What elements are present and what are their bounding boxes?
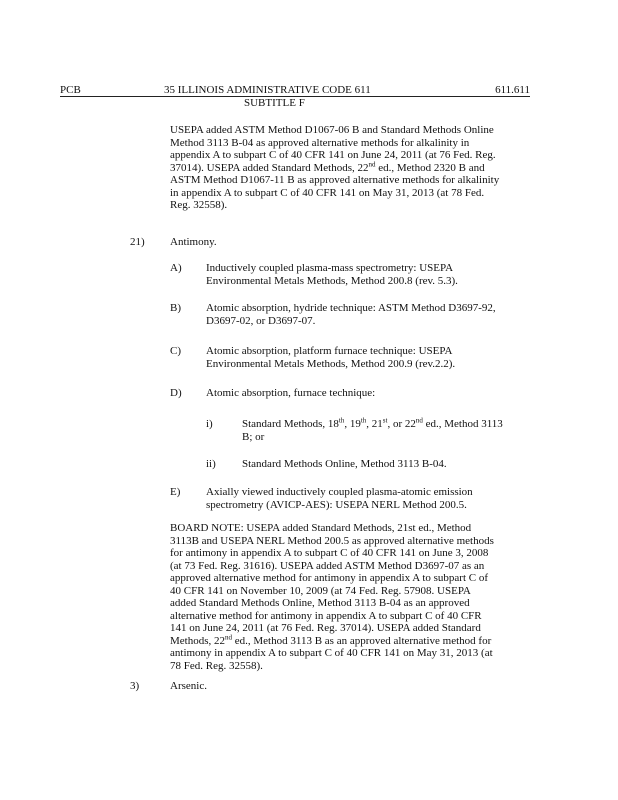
- text-line: Axially viewed inductively coupled plasma-atomic emission: [206, 486, 473, 498]
- text-line: Method 3113 B-04 as approved alternative methods for alkalinity in: [170, 136, 470, 149]
- item-number: 3): [130, 680, 140, 692]
- text-line: 37014). USEPA added Standard Methods, 22nd ed., Method 2320 B and: [170, 159, 485, 174]
- subitem-text: [206, 486, 526, 511]
- subitem-text: [206, 302, 526, 327]
- text-line: Environmental Metals Methods, Method 200.9 (rev.2.2).: [206, 357, 456, 370]
- item-title: Antimony.: [170, 236, 217, 248]
- text-line: 141 on June 24, 2011 (at 76 Fed. Reg. 37014). USEPA added Standard: [170, 622, 481, 634]
- subitem-label: A): [170, 262, 182, 274]
- item-title: Arsenic.: [170, 680, 207, 692]
- text-line: 3113B and USEPA NERL Method 200.5 as approved alternative methods: [170, 534, 494, 547]
- text-line: 40 CFR 141 on November 10, 2009 (at 74 Fed. Reg. 57908. USEPA: [170, 584, 471, 597]
- subitem-label: E): [170, 486, 181, 498]
- subsubitem-label: i): [206, 418, 213, 430]
- text-line: Inductively coupled plasma-mass spectrometry: USEPA: [206, 262, 454, 274]
- text-line: USEPA added ASTM Method D1067-06 B and Standard Methods Online: [170, 124, 494, 136]
- board-note: [170, 522, 530, 672]
- subsubitem-text: [242, 418, 532, 443]
- header-agency: PCB: [60, 84, 81, 96]
- subsubitem-label: ii): [206, 458, 216, 470]
- text-line: added Standard Methods Online, Method 3113 B-04 as an approved: [170, 597, 470, 609]
- text-line: for antimony in appendix A to subpart C of 40 CFR 141 on June 3, 2008: [170, 547, 489, 559]
- subitem-label: D): [170, 387, 182, 399]
- header-code-title: 35 ILLINOIS ADMINISTRATIVE CODE 611: [164, 84, 371, 96]
- subitem-text: [206, 345, 526, 370]
- text-line: spectrometry (AVICP-AES): USEPA NERL Method 200.5.: [206, 498, 467, 511]
- text-line: ASTM Method D1067-11 B as approved alternative methods for alkalinity: [170, 174, 500, 186]
- header-section-number: 611.611: [495, 84, 530, 96]
- text-line: B; or: [242, 430, 265, 443]
- text-line: antimony in appendix A to subpart C of 40 CFR 141 on May 31, 2013 (at: [170, 647, 493, 659]
- page-header: [60, 84, 530, 114]
- text-line: Reg. 32558).: [170, 199, 228, 211]
- text-line: Atomic absorption, platform furnace technique: USEPA: [206, 345, 453, 357]
- text-line: Atomic absorption, hydride technique: ASTM Method D3697-92,: [206, 302, 496, 314]
- text-line: appendix A to subpart C of 40 CFR 141 on June 24, 2011 (at 76 Fed. Reg.: [170, 149, 496, 161]
- intro-note: [170, 124, 530, 212]
- subsubitem-text: Standard Methods Online, Method 3113 B-04.: [242, 458, 447, 470]
- subitem-text: [206, 262, 526, 287]
- text-line: BOARD NOTE: USEPA added Standard Methods, 21st ed., Method: [170, 522, 472, 534]
- subitem-label: B): [170, 302, 181, 314]
- subitem-text: Atomic absorption, furnace technique:: [206, 387, 376, 399]
- text-line: (at 73 Fed. Reg. 31616). USEPA added ASTM Method D3697-07 as an: [170, 559, 485, 572]
- subitem-label: C): [170, 345, 181, 357]
- text-line: 78 Fed. Reg. 32558).: [170, 659, 263, 672]
- text-line: D3697-02, or D3697-07.: [206, 314, 316, 327]
- text-line: approved alternative method for antimony in appendix A to subpart C of: [170, 572, 489, 584]
- text-line: Environmental Metals Methods, Method 200.8 (rev. 5.3).: [206, 274, 458, 287]
- text-line: Methods, 22nd ed., Method 3113 B as an approved alternative method for: [170, 632, 492, 647]
- text-line: alternative method for antimony in appendix A to subpart C of 40 CFR: [170, 609, 482, 622]
- text-line: in appendix A to subpart C of 40 CFR 141 on May 31, 2013 (at 78 Fed.: [170, 186, 485, 199]
- text-line: Standard Methods, 18th, 19th, 21st, or 22nd ed., Method 3113: [242, 416, 503, 430]
- header-subtitle: SUBTITLE F: [244, 97, 305, 109]
- item-number: 21): [130, 236, 145, 248]
